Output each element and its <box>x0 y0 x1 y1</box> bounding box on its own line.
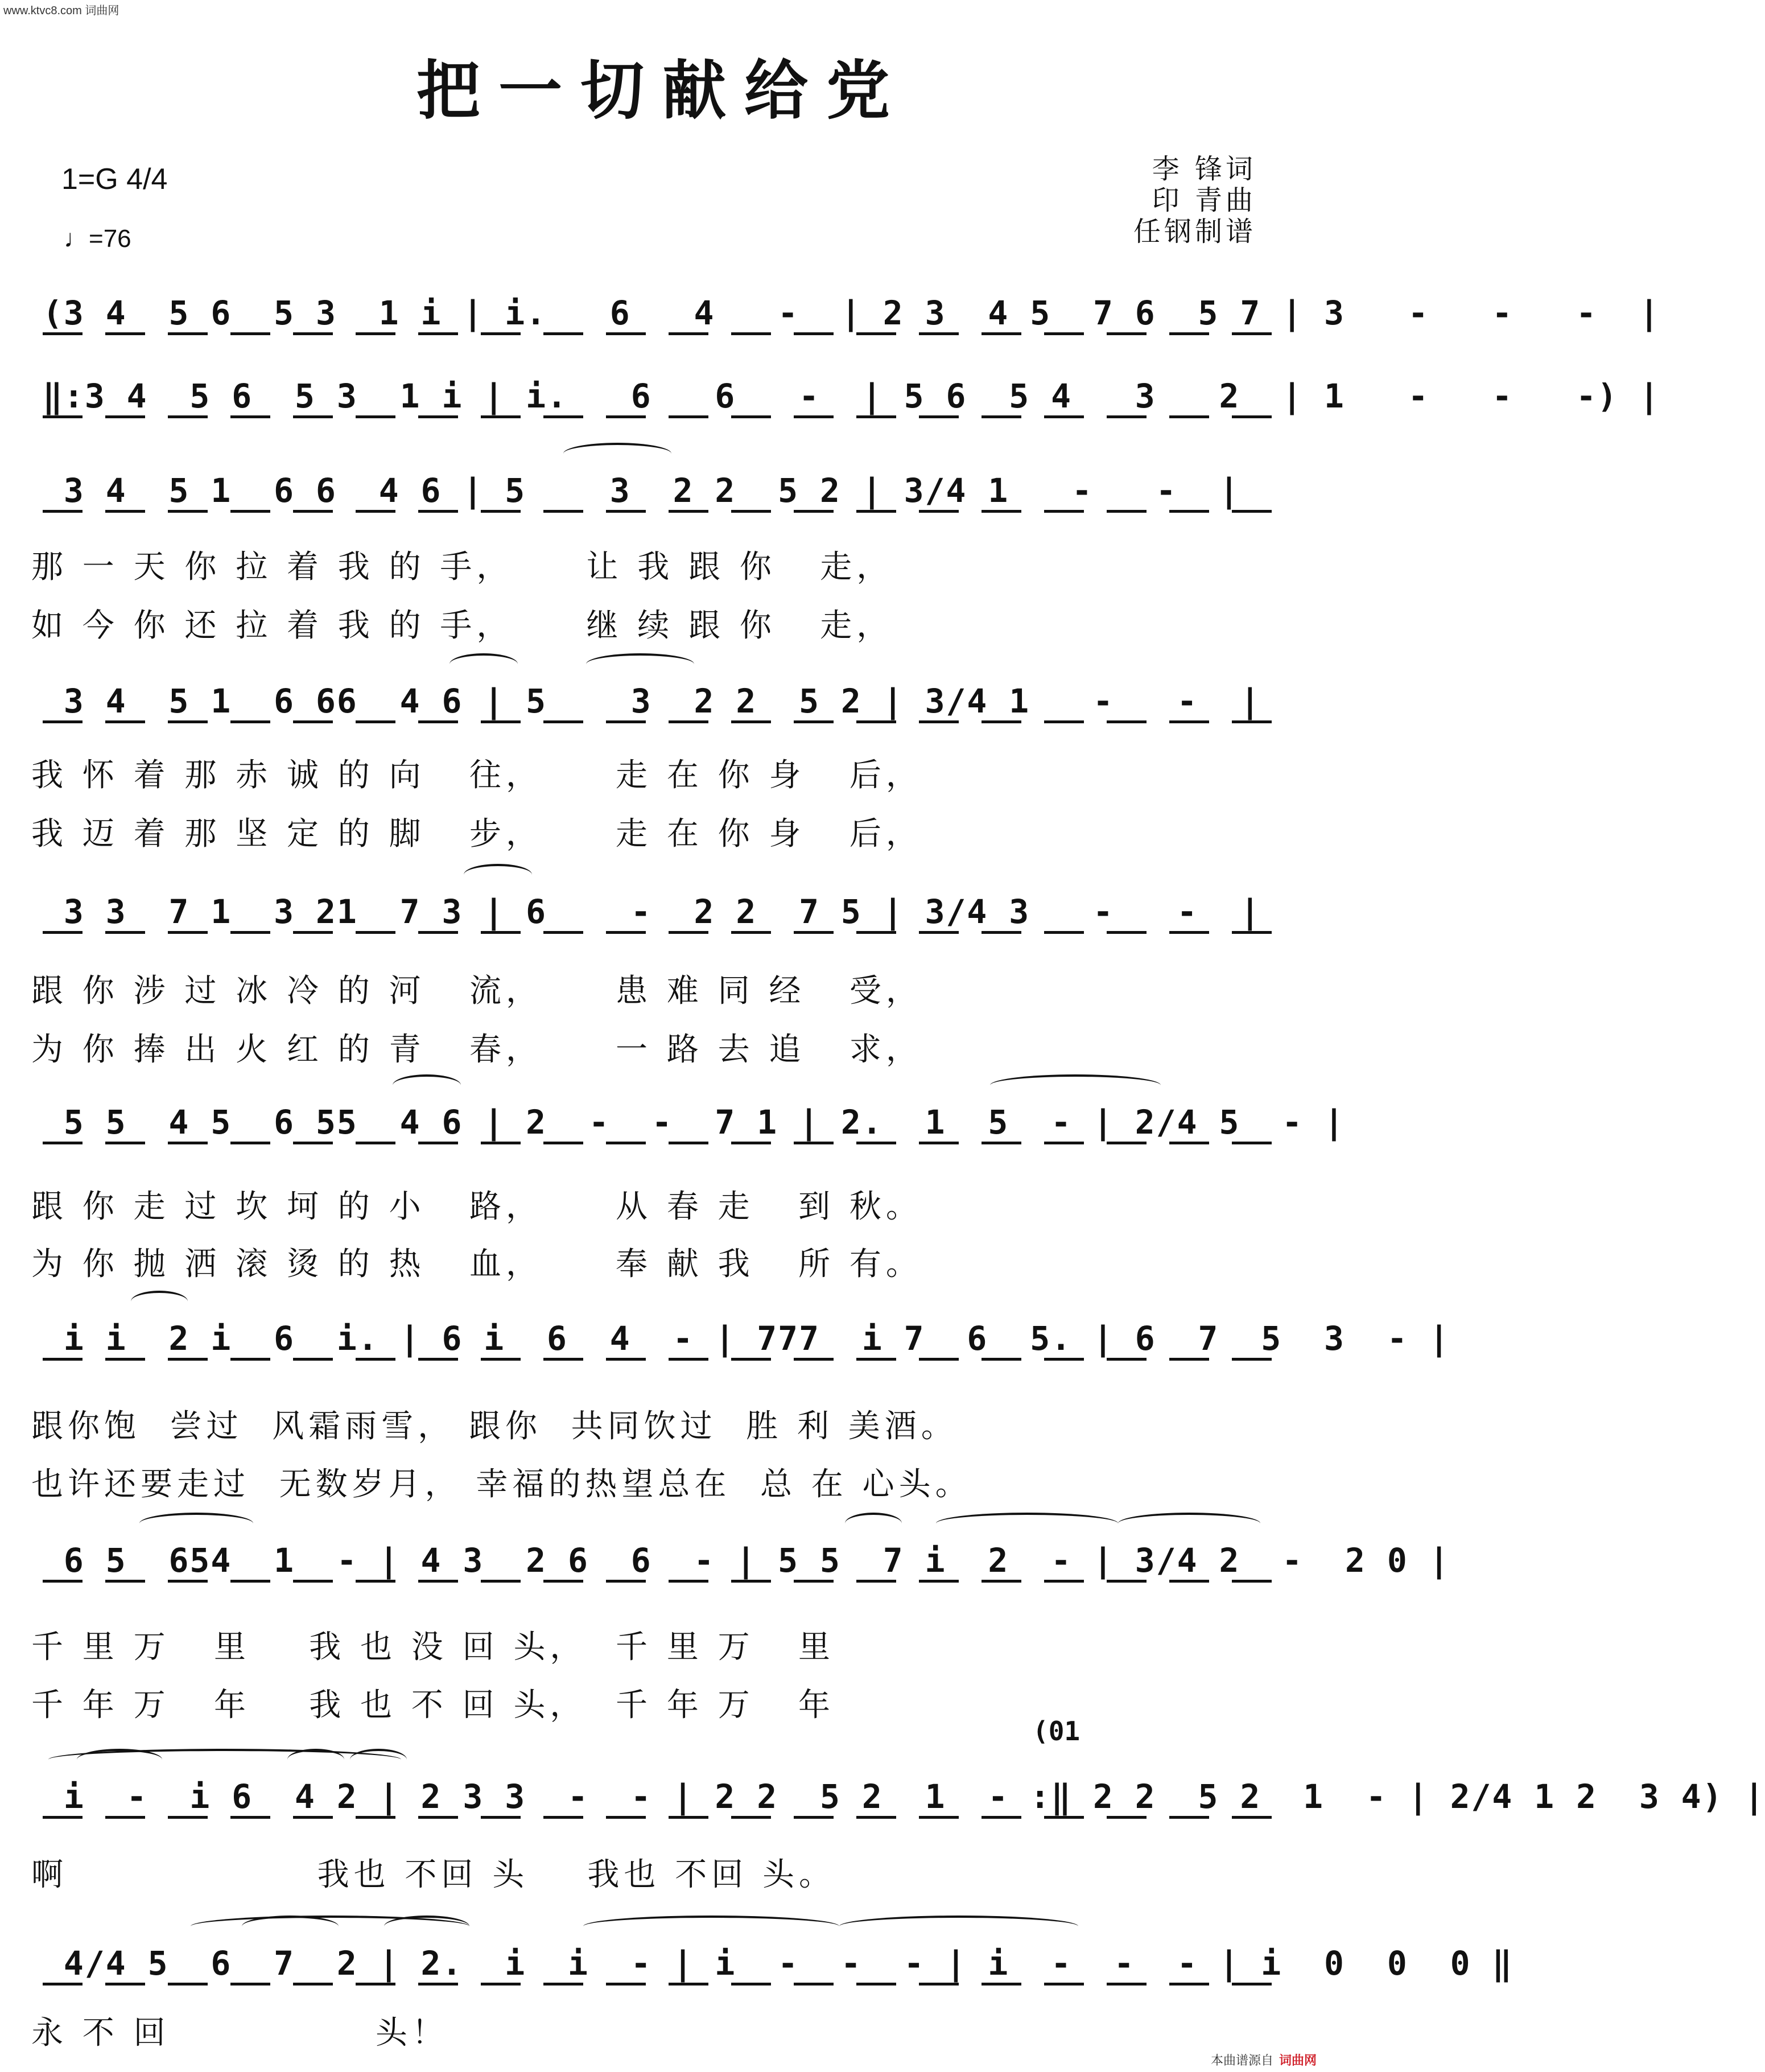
lyric-line: 跟 你 走 过 坎 坷 的 小 路， 从 春 走 到 秋。 <box>31 1188 922 1225</box>
underline-beams <box>43 332 1283 335</box>
tie-arc <box>139 1513 253 1534</box>
pickup-notes: (01 <box>1033 1716 1081 1746</box>
tie-arc <box>77 1749 162 1770</box>
lyric-line: 千 年 万 年 我 也 不 回 头， 千 年 万 年 <box>31 1687 835 1724</box>
lyric-line: 跟你饱 尝过 风霜雨雪， 跟你 共同饮过 胜 利 美酒。 <box>31 1408 958 1445</box>
staff-row <box>26 876 1300 967</box>
lyric-line: 也许还要走过 无数岁月， 幸福的热望总在 总 在 心头。 <box>31 1466 972 1503</box>
tie-arc <box>450 653 518 675</box>
composer-credit: 印 青曲 <box>1152 184 1256 216</box>
tie-arc <box>583 1916 839 1937</box>
underline-beams <box>43 1816 1283 1819</box>
source-tag: 词曲网 <box>1279 2053 1317 2067</box>
tie-arc <box>350 1749 407 1770</box>
lyric-line: 我 迈 着 那 坚 定 的 脚 步， 走 在 你 身 后， <box>31 815 922 852</box>
lyric-line: 为 你 捧 出 火 红 的 青 春， 一 路 去 追 求， <box>31 1031 922 1068</box>
tie-arc <box>464 864 532 885</box>
staff-row <box>26 361 1660 452</box>
underline-beams <box>43 1142 1283 1144</box>
tie-arc <box>287 1749 344 1770</box>
staff-row <box>26 455 1300 546</box>
source-label: 本曲谱源自 <box>1210 2053 1273 2067</box>
lyric-line: 如 今 你 还 拉 着 我 的 手， 继 续 跟 你 走， <box>31 607 893 644</box>
tie-arc <box>242 1916 339 1937</box>
staff-row <box>26 1303 1450 1394</box>
staff-row <box>26 1087 1345 1178</box>
staff-row <box>26 1525 1450 1616</box>
notes-line: i - i 6 4 2 | 2 3 3 - - | 2 2 5 2 1 - :‖ 2 2 5 2 1 - | 2/4 1 2 3 4) | <box>43 1777 1765 1816</box>
tie-arc <box>393 1074 461 1096</box>
notes-line: ‖:3 4 5 6 5 3 1 i | i. 6 6 - | 5 6 5 4 3 2 | 1 - - -) | <box>43 377 1660 415</box>
lyric-line: 跟 你 涉 过 冰 冷 的 河 流， 患 难 同 经 受， <box>31 973 922 1010</box>
underline-beams <box>43 415 1283 418</box>
notes-line: 3 3 7 1 3 21 7 3 | 6 - 2 2 7 5 | 3/4 3 - - | <box>43 892 1261 931</box>
key-signature: 1=G 4/4 <box>61 163 168 196</box>
site-watermark: www.ktvc8.com 词曲网 <box>3 5 119 17</box>
tempo-marking: ♩=76 <box>64 225 131 253</box>
underline-beams <box>43 720 1283 723</box>
lyric-line: 啊 我也 不回 头 我也 不回 头。 <box>31 1856 836 1893</box>
staff-row <box>26 278 1660 369</box>
tie-arc <box>839 1916 1078 1937</box>
notes-line: 4/4 5 6 7 2 | 2. i i - | i - - - | i - - - | i 0 0 0 ‖ <box>43 1944 1514 1983</box>
underline-beams <box>43 931 1283 934</box>
source-footer <box>1211 2051 1317 2069</box>
arranger-credit: 任钢制谱 <box>1133 216 1256 248</box>
tie-arc <box>131 1291 188 1312</box>
underline-beams <box>43 1580 1283 1583</box>
staff-row <box>26 1761 1765 1852</box>
song-title: 把一切献给党 <box>416 53 908 128</box>
tie-arc <box>586 653 694 675</box>
tie-arc <box>384 1916 469 1937</box>
tie-arc <box>563 443 671 464</box>
notes-line: i i 2 i 6 i. | 6 i 6 4 - | 777 i 7 6 5. | 6 7 5 3 - | <box>43 1319 1450 1358</box>
underline-beams <box>43 510 1283 513</box>
notes-line: 3 4 5 1 6 66 4 6 | 5 3 2 2 5 2 | 3/4 1 - - | <box>43 682 1261 720</box>
tie-arc <box>845 1513 902 1534</box>
tie-arc <box>990 1074 1161 1096</box>
lyric-line: 那 一 天 你 拉 着 我 的 手， 让 我 跟 你 走， <box>31 549 893 586</box>
notes-line: (3 4 5 6 5 3 1 i | i. 6 4 - | 2 3 4 5 7 6 5 7 | 3 - - - | <box>43 294 1660 332</box>
tie-arc <box>1118 1513 1260 1534</box>
underline-beams <box>43 1358 1283 1361</box>
staff-row <box>26 666 1300 757</box>
lyricist-credit: 李 锋词 <box>1152 153 1256 185</box>
notes-line: 5 5 4 5 6 55 4 6 | 2 - - 7 1 | 2. 1 5 - | 2/4 5 - | <box>43 1103 1345 1142</box>
underline-beams <box>43 1983 1283 1986</box>
lyric-line: 永 不 回 头！ <box>31 2015 448 2052</box>
staff-row <box>26 1928 1514 2019</box>
lyric-line: 千 里 万 里 我 也 没 回 头， 千 里 万 里 <box>31 1629 835 1666</box>
tie-arc <box>936 1513 1118 1534</box>
notes-line: 6 5 654 1 - | 4 3 2 6 6 - | 5 5 7 i 2 - | 3/4 2 - 2 0 | <box>43 1541 1450 1580</box>
lyric-line: 为 你 抛 洒 滚 烫 的 热 血， 奉 献 我 所 有。 <box>31 1246 922 1283</box>
notes-line: 3 4 5 1 6 6 4 6 | 5 3 2 2 5 2 | 3/4 1 - - | <box>43 471 1240 510</box>
lyric-line: 我 怀 着 那 赤 诚 的 向 往， 走 在 你 身 后， <box>31 757 922 794</box>
